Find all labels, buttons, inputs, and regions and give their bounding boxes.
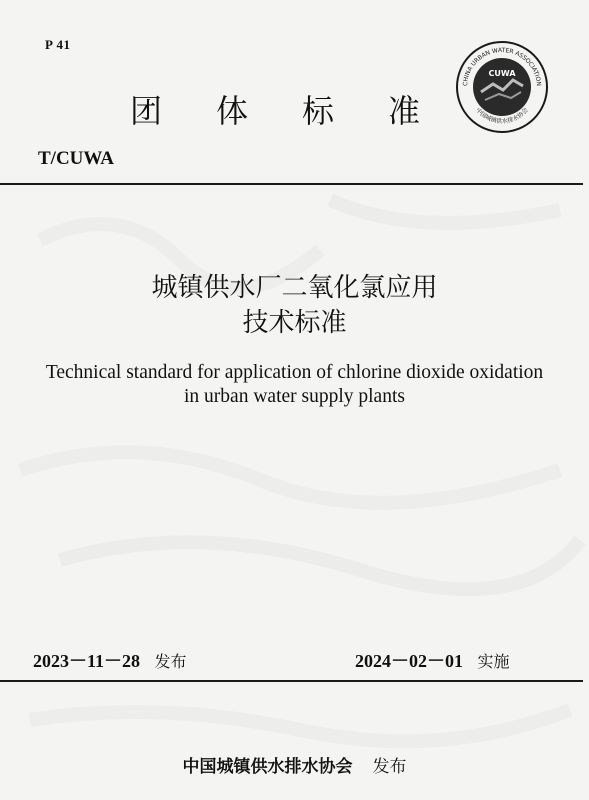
implement-date-row	[355, 647, 510, 673]
publisher-label: 发布	[372, 757, 407, 777]
category-code: P 41	[45, 37, 71, 52]
standard-code: T/CUWA	[38, 148, 115, 169]
standard-type-heading	[130, 86, 420, 132]
issue-label: 发布	[154, 652, 187, 671]
cuwa-association-logo	[455, 40, 549, 134]
issue-date-row	[33, 647, 187, 673]
standard-type-char: 团	[130, 92, 163, 130]
issue-date: 2023－11－28	[33, 651, 141, 671]
logo-ring-text-bottom: 中国城镇供水排水协会	[474, 106, 530, 126]
bottom-divider	[0, 680, 583, 682]
logo-ring-text-top: CHINA URBAN WATER ASSOCIATION	[461, 46, 543, 87]
standard-type-char: 标	[301, 92, 334, 130]
logo-center-text: CUWA	[488, 69, 516, 78]
title-english-line2: in urban water supply plants	[184, 386, 405, 407]
publisher-line	[0, 752, 589, 777]
top-divider	[0, 183, 583, 185]
title-chinese-line1: 城镇供水厂二氧化氯应用	[151, 273, 438, 303]
implement-date: 2024－02－01	[355, 651, 463, 671]
publisher-name: 中国城镇供水排水协会	[182, 757, 353, 777]
implement-label: 实施	[477, 652, 510, 671]
standard-type-char: 体	[215, 92, 248, 130]
standard-type-char: 准	[387, 92, 420, 130]
title-chinese-line2: 技术标准	[242, 308, 347, 338]
title-english-line1: Technical standard for application of chlorine dioxide oxidation	[45, 362, 544, 383]
